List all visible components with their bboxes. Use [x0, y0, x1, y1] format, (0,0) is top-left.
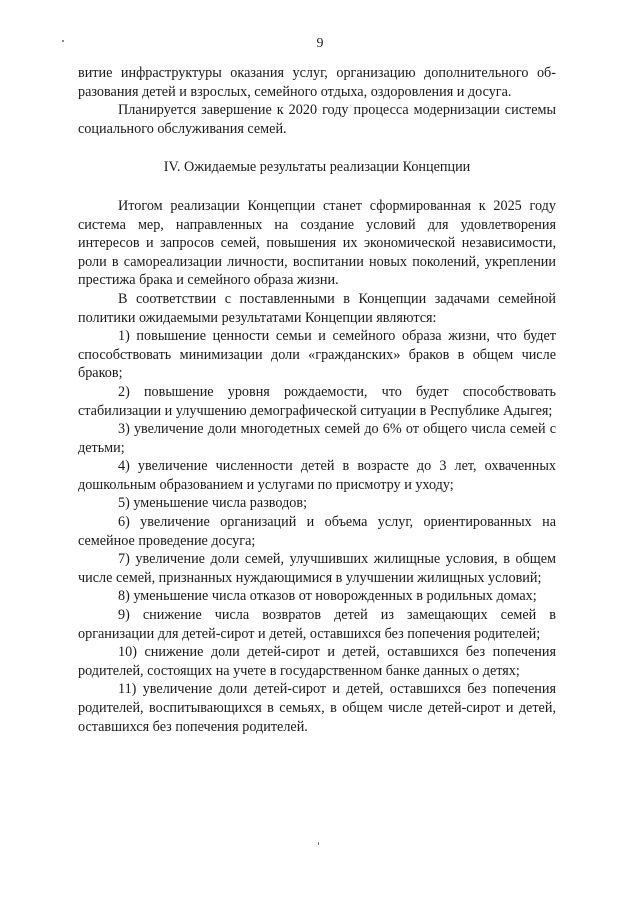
- result-item-5: 5) уменьшение числа разводов;: [118, 495, 308, 512]
- result-item-3: 3) увеличение доли многодетных семей до 6% от общего числа семей с детьми;: [78, 421, 556, 456]
- intro-paragraph-2: Планируется завершение к 2020 году процесса модернизации системы социального обслуживания семей.: [78, 102, 556, 137]
- result-item-4: 4) увеличение численности детей в возрасте до 3 лет, охваченных дошкольным образованием и услугами по присмотру и уходу;: [78, 458, 556, 493]
- result-item-1: 1) повышение ценности семьи и семейного образа жизни, что будет способствовать минимизации доли «гражданских» браков в общем числе браков;: [78, 328, 556, 382]
- result-item-9: 9) снижение числа возвратов детей из замещающих семей в организации для детей-сирот и детей, оставшихся без попечения родителей;: [78, 607, 556, 642]
- page-number: 9: [316, 36, 324, 51]
- result-item-7: 7) увеличение доли семей, улучшивших жилищные условия, в общем числе семей, признанных нуждающимися в улучшении жилищных условий;: [78, 551, 556, 586]
- result-item-10: 10) снижение доли детей-сирот и детей, оставшихся без попечения родителей, состоящих на учете в государственном банке данных о детях;: [78, 644, 556, 679]
- scan-speck: [318, 842, 319, 845]
- section-heading: IV. Ожидаемые результаты реализации Концепции: [163, 159, 471, 176]
- result-item-2: 2) повышение уровня рождаемости, что будет способствовать стабилизации и улучшению демографической ситуации в Республике Адыгея;: [78, 383, 556, 419]
- result-item-11: 11) увеличение доли детей-сирот и детей, оставшихся без попечения родителей, воспитывающихся в семьях, в общем числе детей-сирот и детей, оставшихся без попечения родителей.: [78, 681, 556, 735]
- paragraph-accordance: В соответствии с поставленными в Концепции задачами семейной политики ожидаемыми результатами Концепции являются:: [78, 290, 556, 326]
- paragraph-result: Итогом реализации Концепции станет сформированная к 2025 году система мер, направленных на создание условий для удовлетворения интересов и запросов семей, повышения их экономической независимости, роли в самореализации личности, воспитании новых поколений, укреплении престижа брака и семейного образа жизни.: [78, 197, 556, 289]
- intro-line-2: разования детей и взрослых, семейного отдыха, оздоровления и досуга.: [78, 83, 512, 100]
- scan-speck: [62, 40, 64, 42]
- result-item-6: 6) увеличение организаций и объема услуг, ориентированных на семейное проведение досуга;: [78, 514, 556, 549]
- document-body: [78, 64, 556, 736]
- result-item-8: 8) уменьшение числа отказов от новорожденных в родильных домах;: [118, 588, 537, 605]
- intro-line-1: витие инфраструктуры оказания услуг, организацию дополнительного об-: [78, 65, 556, 81]
